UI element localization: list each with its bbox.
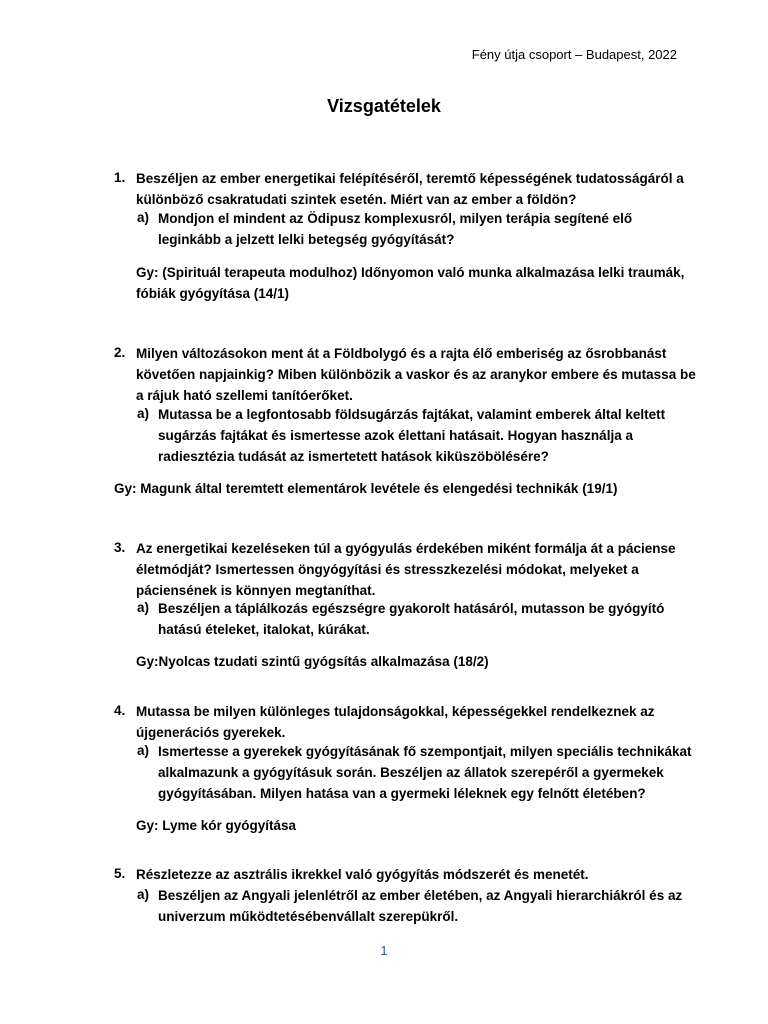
document-title: Vizsgatételek bbox=[327, 96, 441, 116]
practice-task: Gy: (Spirituál terapeuta modulhoz) Időnyomon való munka alkalmazása lelki traumák, fóbiák gyógyítása (14/1) bbox=[136, 265, 685, 301]
question-text: Beszéljen az ember energetikai felépítéséről, teremtő képességének tudatosságáról a különböző csakratudati szintek esetén. Miért van az ember a földön? bbox=[136, 171, 684, 207]
subquestion-text: Beszéljen az Angyali jelenlétről az ember életében, az Angyali hierarchiákról és az univerzum működtetésébenvállalt szerepükről. bbox=[158, 888, 683, 924]
question-number: 2. bbox=[114, 345, 126, 360]
question-number: 4. bbox=[114, 703, 126, 718]
subquestion-letter: a) bbox=[137, 600, 150, 615]
practice-task: Gy: Lyme kór gyógyítása bbox=[136, 818, 297, 833]
subquestion-text: Mutassa be a legfontosabb földsugárzás fajtákat, valamint emberek által keltett sugárzás fajtákat és ismertesse azok élettani hatásait. Hogyan használja a radiesztézia tudását az ismertetett hatások kiküszöbölésére? bbox=[158, 407, 666, 464]
subquestion-letter: a) bbox=[137, 887, 150, 902]
question-text: Milyen változásokon ment át a Földbolygó és a rajta élő emberiség az ősrobbanást követően napjainkig? Miben különbözik a vaskor és az aranykor embere és mutassa be a rájuk ható szellemi tanítóerőket. bbox=[136, 346, 696, 403]
subquestion-text: Beszéljen a táplálkozás egészségre gyakorolt hatásáról, mutasson be gyógyító hatású ételeket, italokat, kúrákat. bbox=[158, 601, 665, 637]
question-text: Az energetikai kezeléseken túl a gyógyulás érdekében miként formálja át a páciense életmódját? Ismertessen öngyógyítási és stresszkezelési módokat, melyeket a páciensének is könnyen megtaníthat. bbox=[136, 541, 676, 598]
subquestion-text: Ismertesse a gyerekek gyógyításának fő szempontjait, milyen speciális technikákat alkalmazunk a gyógyításuk során. Beszéljen az állatok szerepéről a gyermekek gyógyításában. Milyen hatása van a gyermeki léleknek egy felnőtt életében? bbox=[158, 744, 692, 801]
question-text: Részletezze az asztrális ikrekkel való gyógyítás módszerét és menetét. bbox=[136, 867, 589, 882]
subquestion-letter: a) bbox=[137, 210, 150, 225]
practice-task: Gy: Magunk által teremtett elementárok levétele és elengedési technikák (19/1) bbox=[114, 481, 618, 496]
subquestion-letter: a) bbox=[137, 406, 150, 421]
subquestion-text: Mondjon el mindent az Ödipusz komplexusról, milyen terápia segítené elő leginkább a jelzett lelki betegség gyógyítását? bbox=[158, 211, 633, 247]
question-text: Mutassa be milyen különleges tulajdonságokkal, képességekkel rendelkeznek az újgenerációs gyerekek. bbox=[136, 704, 655, 740]
question-number: 3. bbox=[114, 540, 126, 555]
question-number: 1. bbox=[114, 170, 126, 185]
subquestion-letter: a) bbox=[137, 743, 150, 758]
document-header: Fény útja csoport – Budapest, 2022 bbox=[471, 47, 677, 62]
practice-task: Gy:Nyolcas tzudati szintű gyógsítás alkalmazása (18/2) bbox=[136, 654, 489, 669]
question-number: 5. bbox=[114, 866, 126, 881]
page-number: 1 bbox=[380, 943, 388, 958]
